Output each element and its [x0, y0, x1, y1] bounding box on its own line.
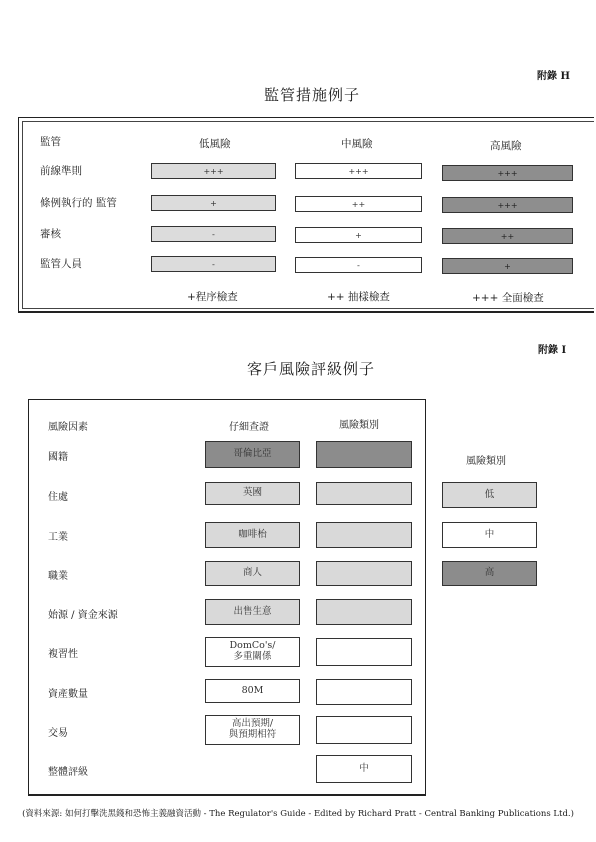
cell-high: ++: [442, 228, 573, 244]
cell-low: -: [151, 226, 276, 242]
detail-box: 高出預期/ 與預期相符: [205, 715, 300, 745]
category-box: [316, 679, 412, 705]
legend-sample-check: ++ 抽樣檢查: [327, 291, 390, 303]
row-label: 複習性: [48, 649, 78, 660]
category-box: [316, 599, 412, 625]
col-header-due-diligence: 仔細查證: [229, 422, 269, 433]
row-label: 條例執行的 監管: [40, 197, 117, 209]
detail-box: 出售生意: [205, 599, 300, 625]
cell-low: -: [151, 256, 276, 272]
legend-title: 風險類別: [466, 456, 506, 467]
cell-high: +: [442, 258, 573, 274]
category-box: [316, 716, 412, 744]
row-label: 住處: [48, 492, 68, 503]
cell-high: +++: [442, 197, 573, 213]
col-header-high: 高風險: [490, 140, 522, 152]
row-label: 審核: [40, 228, 61, 240]
row-label: 始源 / 資金來源: [48, 610, 118, 621]
cell-medium: -: [295, 257, 422, 273]
legend-medium: 中: [442, 522, 537, 548]
col-header-risk-factor: 風險因素: [48, 422, 88, 433]
category-box: [316, 482, 412, 505]
legend-procedure-check: +程序檢查: [187, 291, 238, 303]
cell-high: +++: [442, 165, 573, 181]
detail-box: 英國: [205, 482, 300, 505]
row-label: 整體評級: [48, 767, 88, 778]
row-label: 監管人員: [40, 258, 82, 270]
col-header-medium: 中風險: [341, 138, 373, 150]
category-box: [316, 561, 412, 586]
overall-category-box: 中: [316, 755, 412, 783]
row-label: 交易: [48, 728, 68, 739]
appendix-h-title: 監管措施例子: [264, 86, 361, 104]
legend-high: 高: [442, 561, 537, 586]
detail-box: 商人: [205, 561, 300, 586]
row-label: 資產數量: [48, 689, 88, 700]
category-box: [316, 522, 412, 548]
detail-box: 哥倫比亞: [205, 441, 300, 468]
row-label: 前線準則: [40, 165, 82, 177]
category-box: [316, 638, 412, 666]
cell-medium: +++: [295, 163, 422, 179]
cell-medium: +: [295, 227, 422, 243]
appendix-h-label: 附錄 H: [537, 71, 570, 82]
appendix-i-label: 附錄 I: [538, 345, 567, 356]
header-supervision: 監管: [40, 136, 61, 148]
cell-low: +: [151, 195, 276, 211]
legend-low: 低: [442, 482, 537, 508]
row-label: 職業: [48, 571, 68, 582]
col-header-low: 低風險: [199, 138, 231, 150]
col-header-risk-category: 風險類別: [339, 420, 379, 431]
legend-full-check: +++ 全面檢查: [472, 292, 544, 304]
cell-medium: ++: [295, 196, 422, 212]
appendix-i-title: 客戶風險評級例子: [247, 360, 376, 378]
source-footnote: (資料來源: 如何打擊洗黑錢和恐怖主義融資活動 - The Regulator's Guide - Edited by Richard Pratt - Central Banking Publications Ltd.): [22, 809, 574, 819]
detail-box: DomCo's/ 多重關係: [205, 637, 300, 667]
cell-low: +++: [151, 163, 276, 179]
detail-box: 咖啡枱: [205, 522, 300, 548]
row-label: 工業: [48, 532, 68, 543]
category-box: [316, 441, 412, 468]
row-label: 國籍: [48, 452, 68, 463]
detail-box: 80M: [205, 679, 300, 703]
